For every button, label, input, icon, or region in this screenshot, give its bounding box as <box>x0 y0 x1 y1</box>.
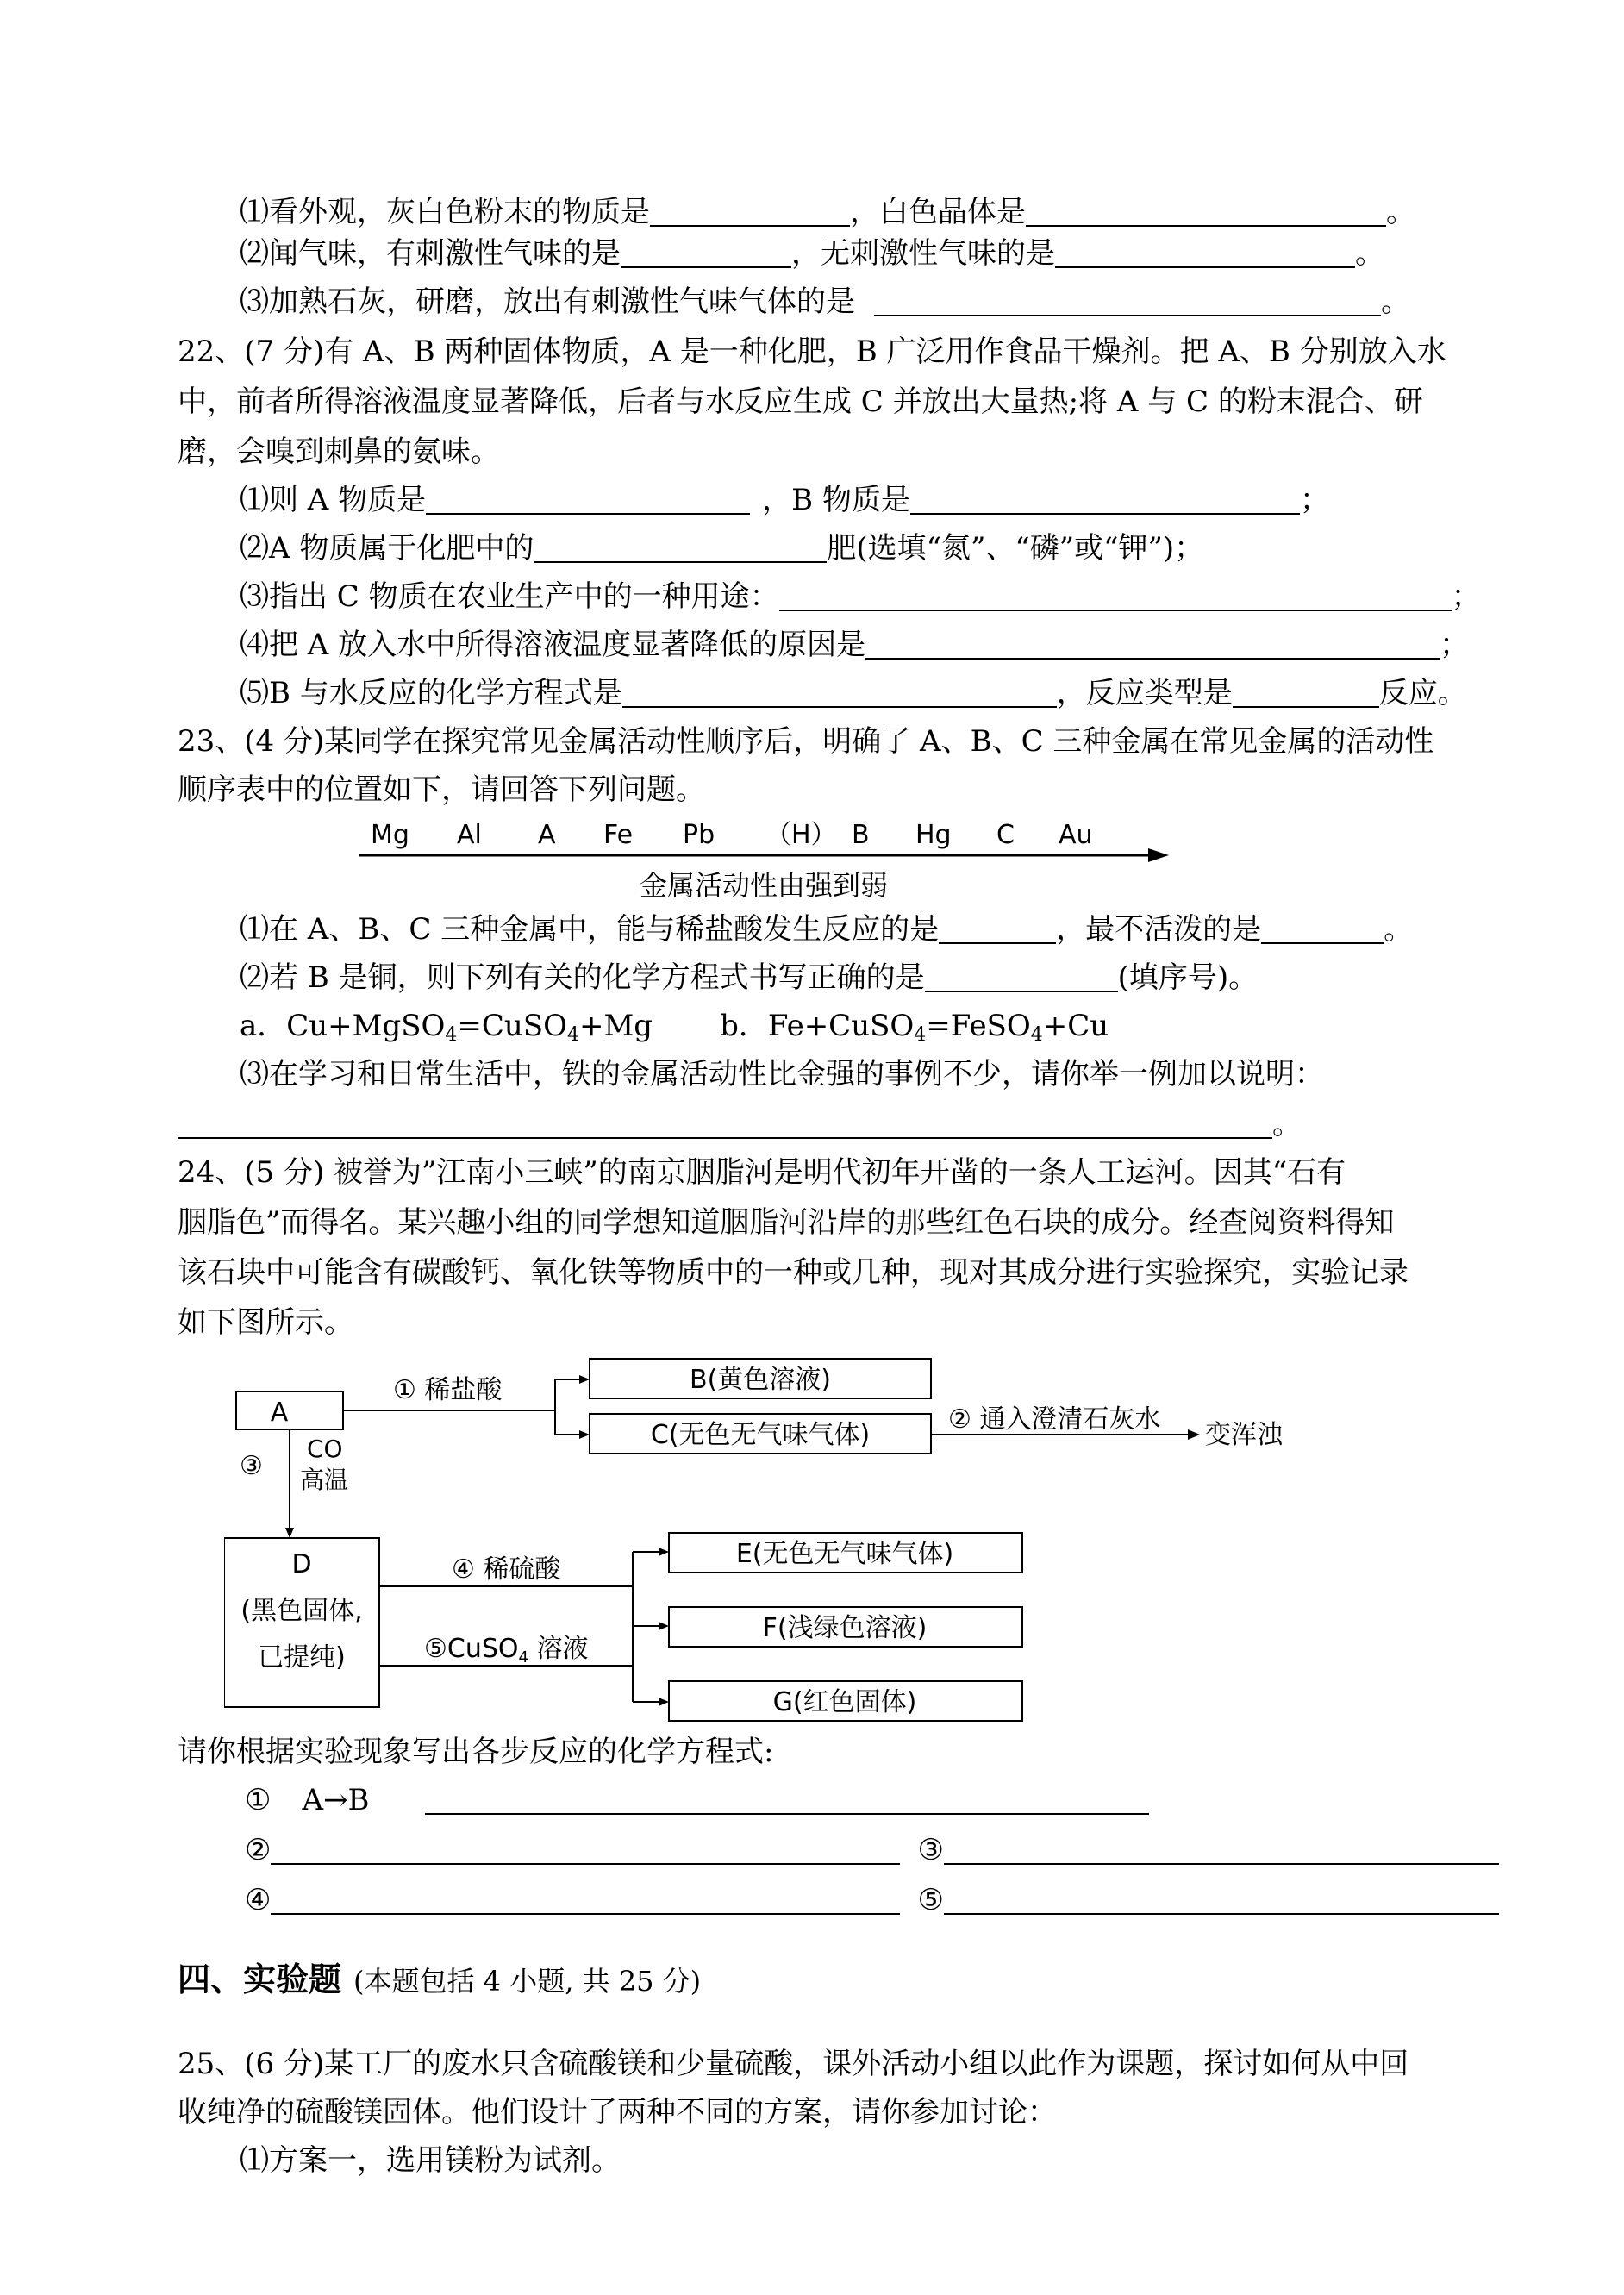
metal-label: A <box>538 820 556 850</box>
box-A <box>236 1391 343 1429</box>
series-caption: 金属活动性由强到弱 <box>640 869 889 902</box>
q22-line3: ⑶指出 C 物质在农业生产中的一种用途： ； <box>240 579 1481 614</box>
answer-blank[interactable] <box>178 1108 1272 1139</box>
q24-intro: 24、(5 分) 被誉为”江南小三峡”的南京胭脂河是明代初年开凿的一条人工运河。因其“石有 <box>178 1155 1346 1190</box>
co-label: CO <box>307 1435 343 1463</box>
answer-blank[interactable] <box>779 580 1452 611</box>
q22-line5: ⑸B 与水反应的化学方程式是 ，反应类型是 反应。 <box>240 676 1467 710</box>
label-G: G(红色固体) <box>772 1687 917 1717</box>
q22-intro: 磨，会嗅到刺鼻的氨味。 <box>178 435 500 469</box>
answer-blank[interactable] <box>621 237 791 268</box>
activity-series-diagram <box>345 814 1190 909</box>
metal-label: C <box>996 820 1015 850</box>
answer-blank[interactable] <box>650 196 850 227</box>
q22-line1: ⑴则 A 物质是 ，B 物质是 ； <box>240 483 1329 517</box>
q24-ask: 请你根据实验现象写出各步反应的化学方程式: <box>178 1735 774 1769</box>
q23-intro: 顺序表中的位置如下，请回答下列问题。 <box>178 772 705 807</box>
answer-blank[interactable] <box>1261 913 1384 944</box>
step-1-label: ① 稀盐酸 <box>393 1375 503 1405</box>
q23-line2: ⑵若 B 是铜，则下列有关的化学方程式书写正确的是 (填序号)。 <box>240 960 1259 995</box>
q23-intro: 23、(4 分)某同学在探究常见金属活动性顺序后，明确了 A、B、C 三种金属在常见金属的活动性 <box>178 724 1434 759</box>
metal-label: B <box>852 820 870 850</box>
label-D-desc: (黑色固体, <box>240 1596 363 1626</box>
q21-line3: ⑶加熟石灰，研磨，放出有刺激性气味气体的是 。 <box>240 285 1410 319</box>
answer-blank[interactable] <box>865 628 1440 660</box>
q21-line2: ⑵闻气味，有刺激性气味的是 ，无刺激性气味的是 。 <box>240 236 1384 271</box>
answer-blank[interactable] <box>944 1834 1499 1865</box>
answer-blank[interactable] <box>925 961 1118 992</box>
answer-blank[interactable] <box>271 1834 900 1865</box>
metal-label: Fe <box>603 820 634 850</box>
q25-intro: 25、(6 分)某工厂的废水只含硫酸镁和少量硫酸，课外活动小组以此作为课题，探讨如何从中回 <box>178 2047 1409 2081</box>
q23-options <box>240 1007 1109 1054</box>
label-E: E(无色无气味气体) <box>735 1539 954 1569</box>
q21-line1: ⑴看外观，灰白色粉末的物质是 ，白色晶体是 。 <box>240 195 1415 229</box>
q22-intro: 中，前者所得溶液温度显著降低，后者与水反应生成 C 并放出大量热;将 A 与 C 的粉末混合、研 <box>178 385 1423 419</box>
answer-blank[interactable] <box>874 285 1381 316</box>
q22-line2: ⑵A 物质属于化肥中的 肥(选填“氮”、“磷”或“钾”)； <box>240 531 1204 566</box>
answer-blank[interactable] <box>1233 677 1379 708</box>
q25-intro: 收纯净的硫酸镁固体。他们设计了两种不同的方案，请你参加讨论： <box>178 2095 1057 2129</box>
label-D: D <box>291 1549 312 1579</box>
option-a: a．Cu+MgSO$_4$=CuSO$_4$+Mg <box>240 1009 653 1046</box>
section-heading: 四、实验题 (本题包括 4 小题, 共 25 分) <box>178 1960 702 1998</box>
step-5-label: ⑤CuSO$_4$ 溶液 <box>424 1634 589 1667</box>
label-B: B(黄色溶液) <box>690 1365 831 1395</box>
step-4-label: ④ 稀硫酸 <box>452 1554 561 1585</box>
answer-blank[interactable] <box>939 913 1056 944</box>
experiment-flow-diagram <box>224 1345 1345 1733</box>
metal-label: Au <box>1059 820 1093 850</box>
q24-intro: 该石块中可能含有碳酸钙、氧化铁等物质中的一种或几种，现对其成分进行实验探究，实验记录 <box>178 1255 1409 1290</box>
label-F: F(浅绿色溶液) <box>762 1613 928 1643</box>
answer-blank[interactable] <box>944 1884 1499 1915</box>
metal-label: Hg <box>915 820 952 850</box>
q22-line4: ⑷把 A 放入水中所得溶液温度显著降低的原因是 ； <box>240 628 1470 662</box>
metal-label: Mg <box>371 820 409 850</box>
answer-blank[interactable] <box>1026 196 1386 227</box>
q24-intro: 胭脂色”而得名。某兴趣小组的同学想知道胭脂河沿岸的那些红色石块的成分。经查阅资料得知 <box>178 1205 1395 1240</box>
metal-label: Al <box>457 820 482 850</box>
label-A: A <box>270 1398 289 1428</box>
q23-line1: ⑴在 A、B、C 三种金属中，能与稀盐酸发生反应的是 ，最不活泼的是 。 <box>240 912 1414 947</box>
equation-2-3: ② ③ <box>245 1831 1499 1869</box>
answer-blank[interactable] <box>1055 237 1355 268</box>
metal-label: Pb <box>683 820 715 850</box>
q24-intro: 如下图所示。 <box>178 1305 353 1340</box>
answer-blank[interactable] <box>426 484 750 515</box>
answer-blank[interactable] <box>425 1784 1149 1815</box>
answer-blank[interactable] <box>271 1884 900 1915</box>
equation-1: ① A→B <box>245 1781 1149 1819</box>
q25-line1: ⑴方案一，选用镁粉为试剂。 <box>240 2143 621 2178</box>
step-3-label: ③ <box>240 1451 263 1481</box>
answer-blank[interactable] <box>910 484 1300 515</box>
arrow-head-icon <box>1148 848 1169 862</box>
label-C: C(无色无气味气体) <box>650 1420 871 1450</box>
q22-intro: 22、(7 分)有 A、B 两种固体物质，A 是一种化肥，B 广泛用作食品干燥剂。把 A、B 分别放入水 <box>178 335 1446 369</box>
equation-4-5: ④ ⑤ <box>245 1881 1499 1919</box>
answer-blank[interactable] <box>622 677 1057 708</box>
metal-label: （H） <box>765 820 837 850</box>
q23-line3: ⑶在学习和日常生活中，铁的金属活动性比金强的事例不少，请你举一例加以说明： <box>240 1057 1324 1091</box>
label-D-desc: 已提纯) <box>258 1642 346 1673</box>
high-temp-label: 高温 <box>300 1466 349 1494</box>
answer-blank[interactable] <box>534 532 827 563</box>
turbid-label: 变浑浊 <box>1205 1420 1283 1450</box>
option-b: b．Fe+CuSO$_4$=FeSO$_4$+Cu <box>720 1009 1109 1046</box>
q23-answer-line: 。 <box>178 1105 1302 1143</box>
step-2-label: ② 通入澄清石灰水 <box>948 1404 1161 1435</box>
